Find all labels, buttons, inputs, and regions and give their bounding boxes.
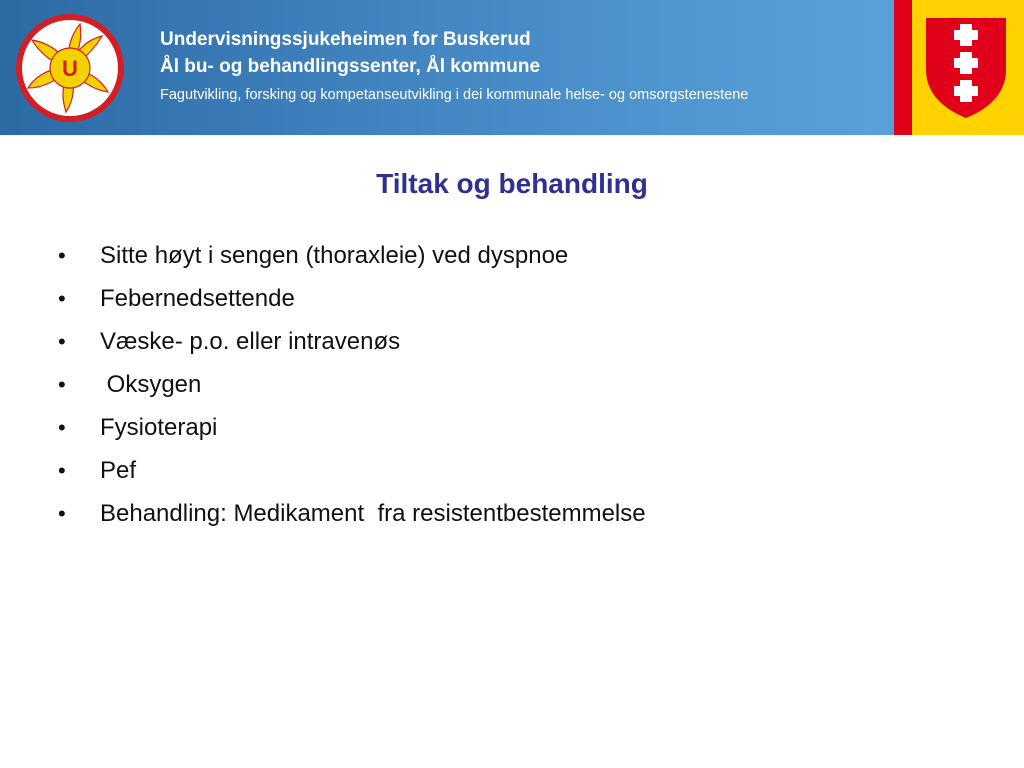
slide-title: Tiltak og behandling bbox=[376, 168, 648, 199]
logo-letter: U bbox=[62, 56, 78, 81]
bullet-list bbox=[58, 236, 646, 537]
bullet-marker: • bbox=[58, 286, 66, 311]
list-item bbox=[58, 494, 646, 537]
bullet-marker: • bbox=[58, 372, 66, 397]
bullet-marker: • bbox=[58, 243, 66, 268]
list-item-text: Behandling: Medikament fra resistentbestemmelse bbox=[100, 500, 646, 527]
list-item-text: Febernedsettende bbox=[100, 285, 295, 312]
header-line-2: Ål bu- og behandlingssenter, Ål kommune bbox=[160, 56, 541, 77]
header-banner bbox=[0, 0, 1024, 135]
header-line-3: Fagutvikling, forsking og kompetanseutvikling i dei kommunale helse- og omsorgstenestene bbox=[160, 87, 749, 103]
list-item bbox=[58, 451, 646, 494]
bullet-marker: • bbox=[58, 329, 66, 354]
list-item bbox=[58, 322, 646, 365]
bullet-marker: • bbox=[58, 501, 66, 526]
list-item bbox=[58, 408, 646, 451]
coat-of-arms-icon bbox=[894, 0, 1024, 135]
list-item bbox=[58, 279, 646, 322]
list-item-text: Sitte høyt i sengen (thoraxleie) ved dyspnoe bbox=[100, 242, 569, 269]
header-line-1: Undervisningssjukeheimen for Buskerud bbox=[160, 29, 531, 50]
bullet-marker: • bbox=[58, 415, 66, 440]
bullet-marker: • bbox=[58, 458, 66, 483]
list-item-text: Fysioterapi bbox=[100, 414, 218, 441]
list-item bbox=[58, 365, 646, 408]
list-item-text: Oksygen bbox=[100, 371, 202, 398]
list-item bbox=[58, 236, 646, 279]
list-item-text: Pef bbox=[100, 457, 137, 484]
sun-u-logo-icon bbox=[14, 12, 126, 124]
header-text-block bbox=[160, 26, 748, 107]
list-item-text: Væske- p.o. eller intravenøs bbox=[100, 328, 401, 355]
